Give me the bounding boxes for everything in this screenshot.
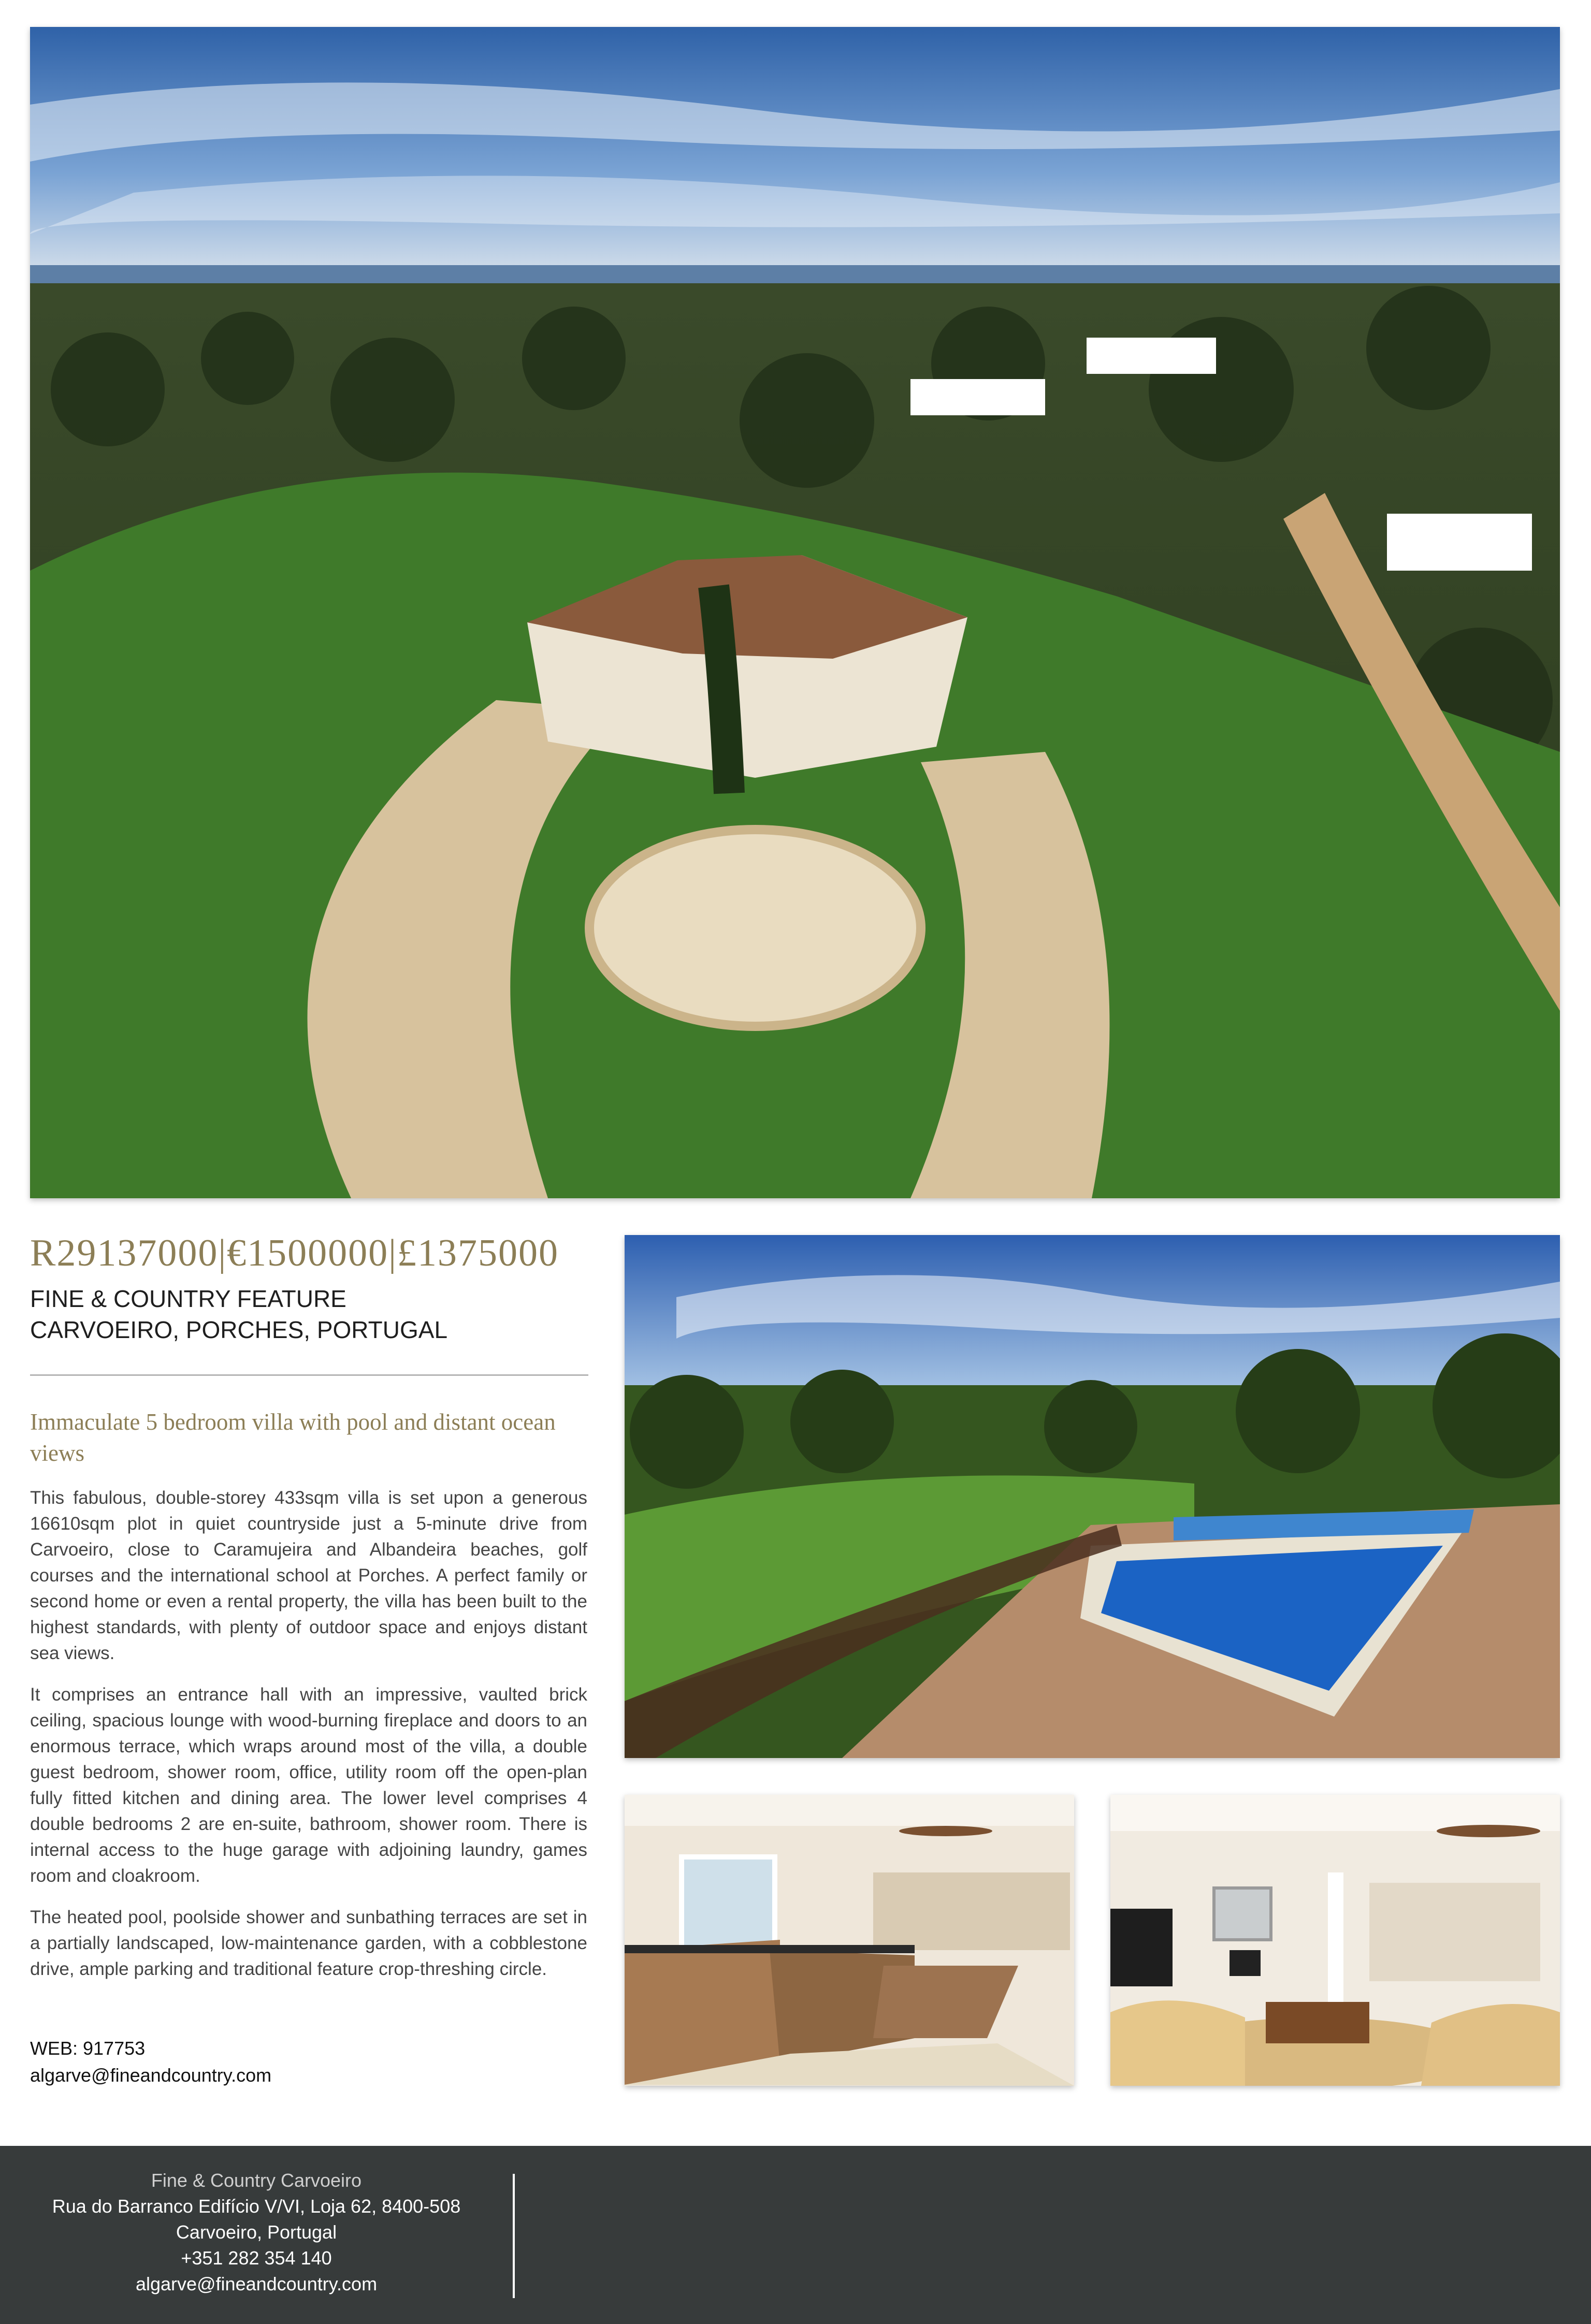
description <box>30 1485 587 1998</box>
lounge-photo <box>1110 1795 1560 2086</box>
description-paragraph: This fabulous, double-storey 433sqm villa is set upon a generous 16610sqm plot in quiet countryside just a 5-minute drive from Carvoeiro, close to Caramujeira and Albandeira beaches, golf courses and the international school at Porches. A perfect family or second home or even a rental property, the villa has been built to the highest standards, with plenty of outdoor space and enjoys distant sea views. <box>30 1488 587 1663</box>
listing-contact <box>30 2035 589 2089</box>
hero-aerial-photo <box>30 27 1560 1198</box>
address-city: Carvoeiro, Portugal <box>176 2221 337 2243</box>
phone-number[interactable]: +351 282 354 140 <box>181 2247 332 2269</box>
web-reference: WEB: 917753 <box>30 2038 146 2059</box>
description-paragraph: The heated pool, poolside shower and sunbathing terraces are set in a partially landscaped, low-maintenance garden, with a cobblestone drive, ample parking and traditional feature crop-threshing circle. <box>30 1907 587 1979</box>
office-address <box>21 2168 492 2297</box>
location-label: CARVOEIRO, PORCHES, PORTUGAL <box>30 1316 448 1343</box>
pool-photo <box>625 1235 1560 1758</box>
listing-headline: Immaculate 5 bedroom villa with pool and distant ocean views <box>30 1409 556 1466</box>
price-line: R29137000|€1500000|£1375000 <box>30 1232 559 1274</box>
description-paragraph: It comprises an entrance hall with an impressive, vaulted brick ceiling, spacious lounge with wood-burning fireplace and doors to an enormous terrace, which wraps around most of the villa, a double guest bedroom, shower room, office, utility room off the open-plan fully fitted kitchen and dining area. The lower level comprises 4 double bedrooms 2 are en-suite, bathroom, shower room. There is internal access to the huge garage with adjoining laundry, games room and cloakroom. <box>30 1684 587 1886</box>
kitchen-photo <box>625 1795 1074 2086</box>
feature-label: FINE & COUNTRY FEATURE <box>30 1285 346 1312</box>
email-link[interactable]: algarve@fineandcountry.com <box>30 2065 272 2086</box>
feature-heading <box>30 1283 589 1345</box>
address-line: Rua do Barranco Edifício V/VI, Loja 62, 8400-508 <box>52 2196 461 2217</box>
footer-email-link[interactable]: algarve@fineandcountry.com <box>135 2273 378 2294</box>
footer-divider <box>513 2174 515 2298</box>
office-name: Fine & Country Carvoeiro <box>151 2170 362 2191</box>
divider <box>30 1374 588 1376</box>
